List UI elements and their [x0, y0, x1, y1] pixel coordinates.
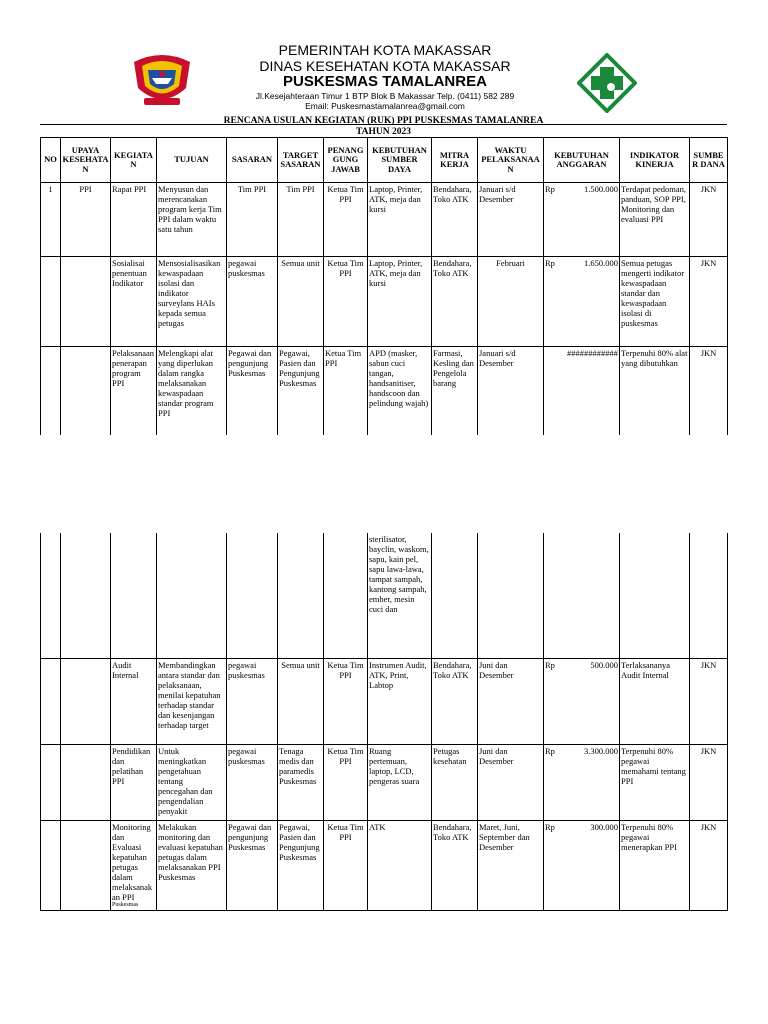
- header-line-2: DINAS KESEHATAN KOTA MAKASSAR: [259, 58, 511, 74]
- cell-target: Semua unit: [278, 658, 324, 744]
- col-penanggung: PENANGGUNG JAWAB: [324, 138, 368, 183]
- cell-kegiatan: Audit Internal: [111, 658, 157, 744]
- cell-kegiatan: [111, 820, 157, 910]
- cell-kebutuhan: Laptop, Printer, ATK, meja dan kursi: [368, 183, 432, 257]
- cell-penanggung: Ketua Tim PPI: [324, 658, 368, 744]
- kegiatan-small: Puskesmas: [112, 901, 139, 908]
- col-no: NO: [41, 138, 61, 183]
- cell-mitra: Bendahara, Toko ATK: [432, 820, 478, 910]
- cell-penanggung: Ketua Tim PPI: [324, 744, 368, 820]
- cell-kebutuhan: ATK: [368, 820, 432, 910]
- cell-sasaran: Pegawai dan pengunjung Puskesmas: [227, 347, 278, 435]
- cell-anggaran: [544, 183, 620, 257]
- cell-tujuan: Membandingkan antara standar dan pelaksanaan, menilai kepatuhan terhadap standar dan kesenjangan terhadap target: [157, 658, 227, 744]
- col-kebutuhan: KEBUTUHAN SUMBER DAYA: [368, 138, 432, 183]
- cell-sumber: JKN: [690, 658, 728, 744]
- cell-target: Semua unit: [278, 257, 324, 347]
- cell-sumber: JKN: [690, 183, 728, 257]
- cell-waktu: Juni dan Desember: [478, 744, 544, 820]
- col-target: TARGET SASARAN: [278, 138, 324, 183]
- cell-waktu: Januari s/d Desember: [478, 183, 544, 257]
- cell-tujuan: Melengkapi alat yang diperlukan dalam rangka melaksanakan kewaspadaan standar program PPI: [157, 347, 227, 435]
- currency-label: Rp: [545, 184, 555, 194]
- cell-penanggung: Ketua Tim PPI: [324, 183, 368, 257]
- cell-indikator: Terpenuhi 80% alat yang dibutuhkan: [620, 347, 690, 435]
- currency-label: Rp: [545, 258, 555, 268]
- cell-kebutuhan: Ruang pertemuan, laptop, LCD, pengeras suara: [368, 744, 432, 820]
- cell-target: Pegawai, Pasien dan Pengunjung Puskesmas: [278, 820, 324, 910]
- col-waktu: WAKTU PELAKSANAAN: [478, 138, 544, 183]
- header-line-1: PEMERINTAH KOTA MAKASSAR: [278, 42, 492, 58]
- cell-anggaran: ############: [544, 347, 620, 435]
- cell-indikator: Terdapat pedoman, panduan, SOP PPI, Monitoring dan evaluasi PPI: [620, 183, 690, 257]
- table-row: [41, 658, 728, 744]
- col-indikator: INDIKATOR KINERJA: [620, 138, 690, 183]
- cell-kebutuhan: Instrumen Audit, ATK, Print, Labtop: [368, 658, 432, 744]
- table-row: [41, 347, 728, 435]
- cell-upaya: [61, 347, 111, 435]
- city-crest-icon: [128, 48, 196, 110]
- col-sasaran: SASARAN: [227, 138, 278, 183]
- cell-sasaran: pegawai puskesmas: [227, 257, 278, 347]
- cell-kegiatan: Rapat PPI: [111, 183, 157, 257]
- table-row: [41, 257, 728, 347]
- cell-waktu: Maret, Juni, September dan Desember: [478, 820, 544, 910]
- cell-kegiatan: Pelaksanaan penerapan program PPI: [111, 347, 157, 435]
- col-upaya: UPAYA KESEHATAN: [61, 138, 111, 183]
- cell-kegiatan: Pendidikan dan pelatihan PPI: [111, 744, 157, 820]
- cell-waktu: Januari s/d Desember: [478, 347, 544, 435]
- cell-no: [41, 347, 61, 435]
- table-row: [41, 744, 728, 820]
- cell-kebutuhan: APD (masker, sabun cuci tangan, handsanitiser, handscoon dan pelindung wajah): [368, 347, 432, 435]
- cell-sumber: JKN: [690, 347, 728, 435]
- cell-anggaran: [544, 744, 620, 820]
- header-email: Email: Puskesmastamalanrea@gmail.com: [305, 101, 465, 111]
- col-mitra: MITRA KERJA: [432, 138, 478, 183]
- cell-tujuan: Melakukan monitoring dan evaluasi kepatuhan petugas dalam melaksanakan PPI Puskesmas: [157, 820, 227, 910]
- amount: 3.300.000: [584, 745, 618, 756]
- cell-mitra: Bendahara, Toko ATK: [432, 183, 478, 257]
- cell-indikator: Terlaksananya Audit Internal: [620, 658, 690, 744]
- cell-mitra: Bendahara, Toko ATK: [432, 658, 478, 744]
- cell-indikator: Terpenuhi 80% pegawai memahami tentang PPI: [620, 744, 690, 820]
- cell-no: [41, 257, 61, 347]
- cell-mitra: Farmasi, Kesling dan Pengelola barang: [432, 347, 478, 435]
- table-row: [41, 820, 728, 910]
- cell-sumber: JKN: [690, 820, 728, 910]
- cell-sasaran: pegawai puskesmas: [227, 658, 278, 744]
- cell-penanggung: Ketua Tim PPI: [324, 820, 368, 910]
- cell-tujuan: Mensosialisasikan kewaspadaan isolasi dan indikator surveylans HAIs kepada semua petugas: [157, 257, 227, 347]
- amount: 300.000: [590, 821, 618, 832]
- cell-mitra: Bendahara, Toko ATK: [432, 257, 478, 347]
- puskesmas-cross-icon: [577, 53, 637, 113]
- cell-kegiatan: Sosialisai penentuan Indikator: [111, 257, 157, 347]
- cell-penanggung: Ketua Tim PPI: [324, 347, 368, 435]
- cell-indikator: Terpenuhi 80% pegawai menerapkan PPI: [620, 820, 690, 910]
- cell-target: Tim PPI: [278, 183, 324, 257]
- cell-waktu: Juni dan Desember: [478, 658, 544, 744]
- currency-label: Rp: [545, 821, 555, 832]
- document-year: TAHUN 2023: [356, 127, 411, 137]
- table-row: [41, 533, 728, 658]
- header-line-3: PUSKESMAS TAMALANREA: [283, 73, 487, 90]
- cell-target: Tenaga medis dan paramedis Puskesmas: [278, 744, 324, 820]
- amount: 1.650.000: [584, 258, 618, 268]
- ruk-table-page-2: [40, 533, 728, 911]
- document-title: RENCANA USULAN KEGIATAN (RUK) PPI PUSKESMAS TAMALANREA: [223, 116, 544, 126]
- cell-indikator: Semua petugas mengerti indikator kewaspadaan standar dan kewaspadaan isolasi di puskesmas: [620, 257, 690, 347]
- cell-sumber: JKN: [690, 744, 728, 820]
- cell-tujuan: Menyusun dan merencanakan program kerja Tim PPI dalam waktu satu tahun: [157, 183, 227, 257]
- cell-tujuan: Untuk meningkatkan pengetahuan tentang pencegahan dan pengendalian penyakit: [157, 744, 227, 820]
- cell-penanggung: Ketua Tim PPI: [324, 257, 368, 347]
- cell-mitra: Petugas kesehatan: [432, 744, 478, 820]
- col-anggaran: KEBUTUHAN ANGGARAN: [544, 138, 620, 183]
- cell-sasaran: pegawai puskesmas: [227, 744, 278, 820]
- cell-upaya: PPI: [61, 183, 111, 257]
- cell-anggaran: [544, 820, 620, 910]
- col-kegiatan: KEGIATAN: [111, 138, 157, 183]
- currency-label: Rp: [545, 745, 555, 756]
- table-row: [41, 183, 728, 257]
- cell-upaya: [61, 257, 111, 347]
- ruk-table-page-1: [40, 137, 728, 435]
- amount: 1.500.000: [584, 184, 618, 194]
- cell-no: 1: [41, 183, 61, 257]
- cell-sasaran: Pegawai dan pengunjung Puskesmas: [227, 820, 278, 910]
- cell-target: Pegawai, Pasien dan Pengunjung Puskesmas: [278, 347, 324, 435]
- col-sumber: SUMBER DANA: [690, 138, 728, 183]
- col-tujuan: TUJUAN: [157, 138, 227, 183]
- cell-sumber: JKN: [690, 257, 728, 347]
- currency-label: Rp: [545, 659, 555, 670]
- cell-waktu: Februari: [478, 257, 544, 347]
- amount: 500.000: [590, 659, 618, 670]
- cell-kebutuhan: Laptop, Printer, ATK, meja dan kursi: [368, 257, 432, 347]
- table-header-row: [41, 138, 728, 183]
- cell-anggaran: [544, 658, 620, 744]
- cell-kebutuhan: sterilisator, bayclin, waskom, sapu, kain pel, sapu lawa-lawa, tampat sampah, kantong sampah, ember, mesin cuci dan: [368, 533, 432, 658]
- cell-anggaran: [544, 257, 620, 347]
- kegiatan-text: Monitoring dan Evaluasi kepatuhan petugas dalam melaksanakan PPI: [112, 821, 153, 902]
- letterhead: [0, 40, 768, 120]
- cell-sasaran: Tim PPI: [227, 183, 278, 257]
- header-address: Jl.Kesejahteraan Timur 1 BTP Blok B Makassar Telp. (0411) 582 289: [255, 91, 515, 101]
